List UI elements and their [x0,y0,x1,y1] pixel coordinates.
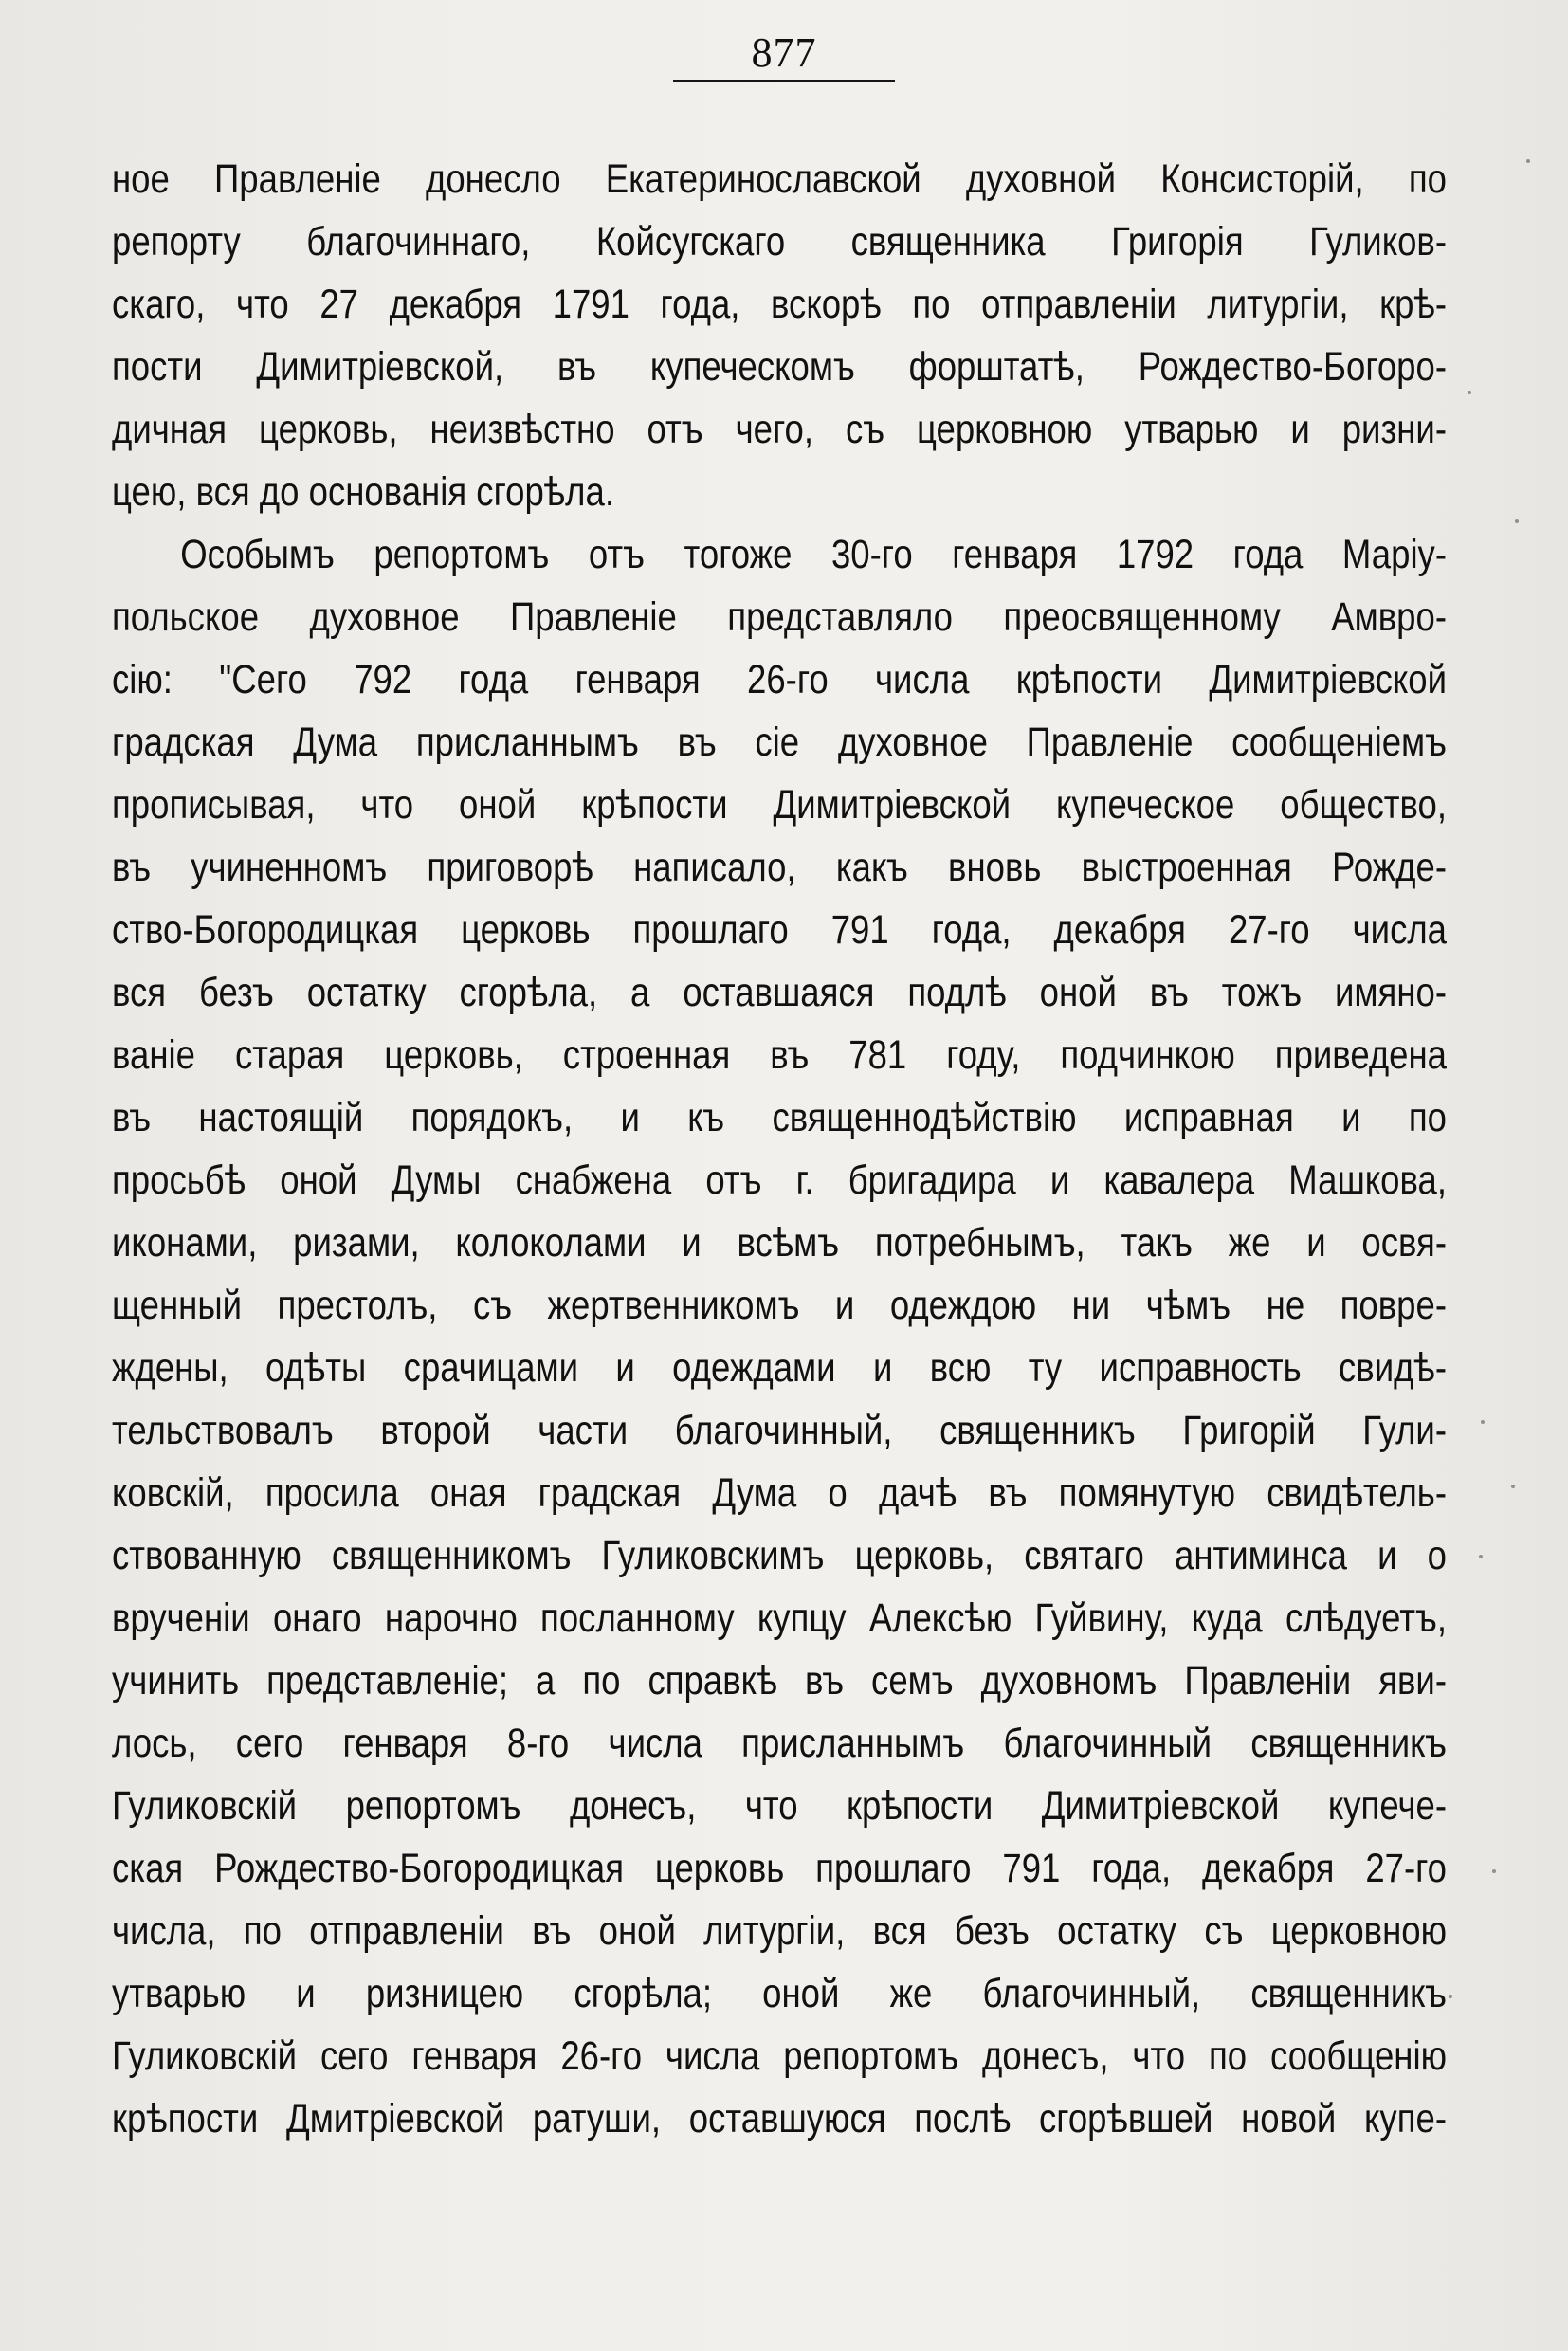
text-line: сію: "Сего 792 года генваря 26-го числа крѣпости Димитріевской [112,658,1448,702]
text-line: числа, по отправленіи въ оной литургіи, вся безъ остатку съ церковною [112,1909,1448,1954]
text-line: ство-Богородицкая церковь прошлаго 791 года, декабря 27-го числа [112,908,1448,953]
print-speck [1515,519,1519,523]
text-line: Гуликовскій сего генваря 26-го числа репортомъ донесъ, что по сообщенію [112,2034,1448,2079]
print-speck [1492,1869,1496,1873]
text-line: ное Правленіе донесло Екатеринославской духовной Консисторій, по [112,157,1448,202]
text-line: дичная церковь, неизвѣстно отъ чего, съ церковною утварью и ризни- [112,408,1448,452]
text-line: градская Дума присланнымъ въ сіе духовное Правленіе сообщеніемъ [112,720,1448,765]
text-line: щенный престолъ, съ жертвенникомъ и одеждою ни чѣмъ не повре- [112,1284,1448,1328]
text-line: Особымъ репортомъ отъ тогоже 30-го генваря 1792 года Маріу- [180,533,1448,577]
text-line: лось, сего генваря 8-го числа присланнымъ благочинный священникъ [112,1722,1448,1766]
text-line: крѣпости Дмитріевской ратуши, оставшуюся послѣ сгорѣвшей новой купе- [112,2097,1448,2141]
text-line: утварью и ризницею сгорѣла; оной же благочинный, священникъ [112,1972,1448,2016]
text-line: ковскій, просила оная градская Дума о дачѣ въ помянутую свидѣтель- [112,1471,1448,1516]
text-line: ваніе старая церковь, строенная въ 781 году, подчинкою приведена [112,1033,1448,1078]
print-speck [1449,1995,1452,1998]
text-line: цею, вся до основанія сгорѣла. [112,470,614,515]
paragraph-2 [112,524,1447,2151]
print-speck [1479,1555,1483,1558]
text-line: просьбѣ оной Думы снабжена отъ г. бригадира и кавалера Машкова, [112,1158,1448,1203]
body-text [112,149,1447,2151]
text-line: ждены, одѣты срачицами и одеждами и всю ту исправность свидѣ- [112,1346,1448,1391]
text-line: польское духовное Правленіе представляло преосвященному Амвро- [112,595,1448,640]
text-line: тельствовалъ второй части благочинный, священникъ Григорій Гули- [112,1409,1448,1453]
text-line: врученіи онаго нарочно посланному купцу Алексѣю Гуйвину, куда слѣдуетъ, [112,1596,1448,1641]
text-line: пости Димитріевской, въ купеческомъ форштатѣ, Рождество-Богоро- [112,345,1448,390]
text-line: въ учиненномъ приговорѣ написало, какъ вновь выстроенная Рожде- [112,846,1448,890]
text-line: иконами, ризами, колоколами и всѣмъ потребнымъ, такъ же и освя- [112,1221,1448,1266]
text-line: Гуликовскій репортомъ донесъ, что крѣпости Димитріевской купече- [112,1784,1448,1829]
print-speck [1468,391,1471,394]
paragraph-1 [112,149,1447,524]
text-line: учинить представленіе; а по справкѣ въ семъ духовномъ Правленіи яви- [112,1659,1448,1704]
text-line: ская Рождество-Богородицкая церковь прошлаго 791 года, декабря 27-го [112,1847,1448,1891]
page-number: 877 [751,29,817,76]
text-line: вся безъ остатку сгорѣла, а оставшаяся подлѣ оной въ тожъ имяно- [112,971,1448,1015]
print-speck [1481,1420,1485,1424]
text-line: прописывая, что оной крѣпости Димитріевской купеческое общество, [112,783,1448,828]
text-line: ствованную священникомъ Гуликовскимъ церковь, святаго антиминса и о [112,1534,1448,1578]
text-line: скаго, что 27 декабря 1791 года, вскорѣ по отправленіи литургіи, крѣ- [112,282,1448,327]
text-line: репорту благочиннаго, Койсугскаго священника Григорія Гуликов- [112,220,1448,264]
print-speck [1511,1485,1515,1488]
text-line: въ настоящій порядокъ, и къ священнодѣйствію исправная и по [112,1096,1448,1140]
print-speck [1526,159,1530,163]
page-number-underline [673,80,895,82]
